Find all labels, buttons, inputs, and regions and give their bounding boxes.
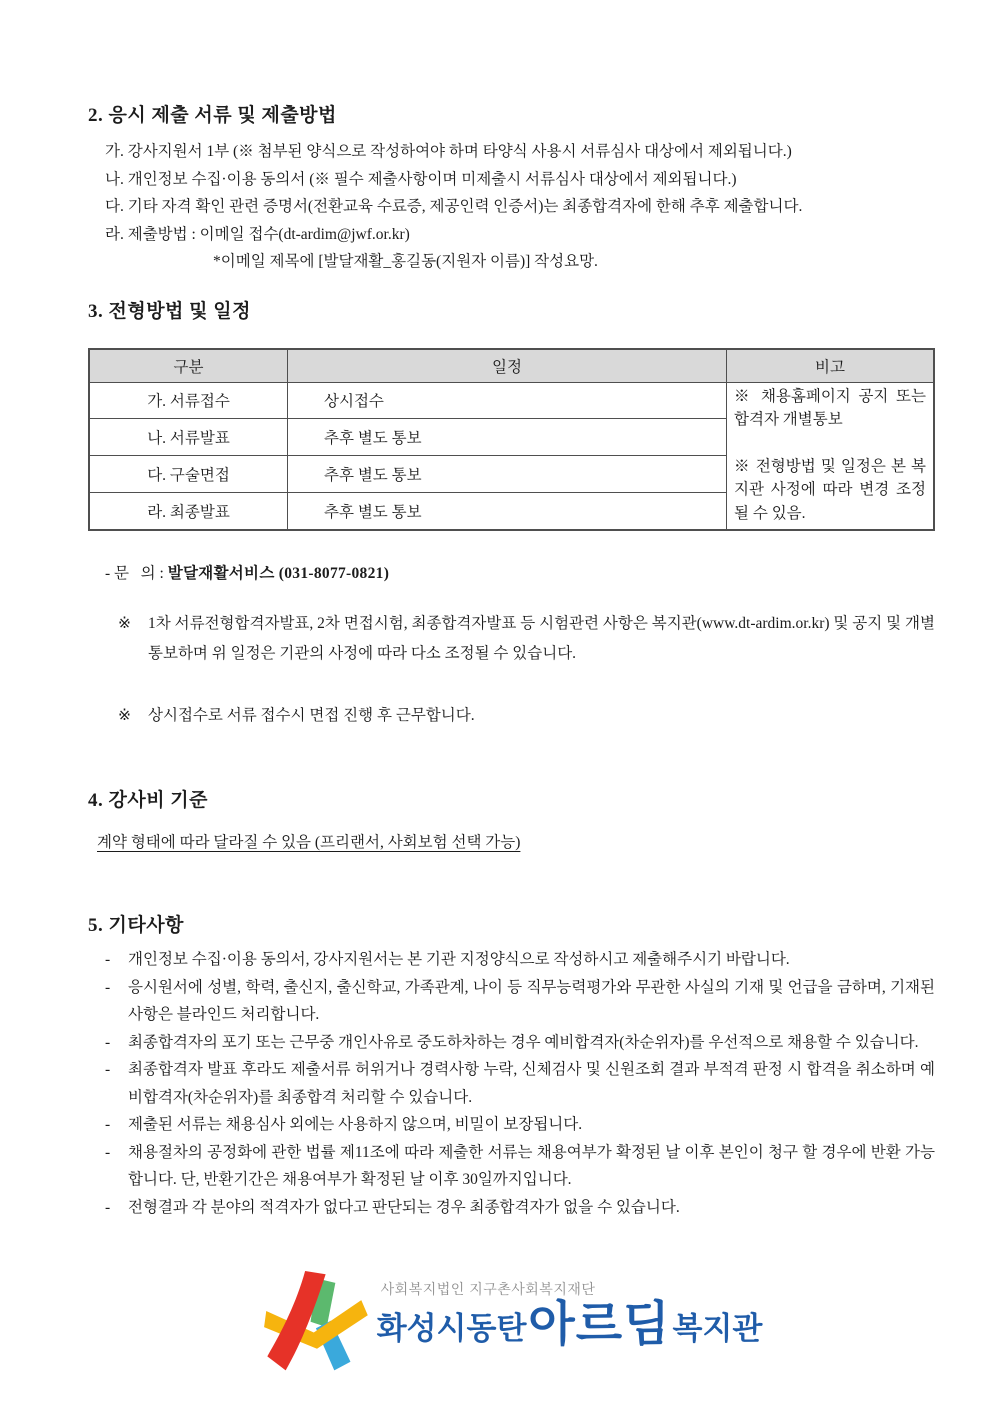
logo-brand-text: 아르딤: [528, 1298, 671, 1351]
contact-label: 문 의 :: [114, 565, 168, 582]
misc-item-text: 최종합격자의 포기 또는 근무중 개인사유로 중도하차하는 경우 예비합격자(차순위자)를 우선적으로 채용할 수 있습니다.: [128, 1033, 919, 1051]
remarks-note-1: ※ 채용홈페이지 공지 또는 합격자 개별통보: [734, 387, 926, 428]
dash-marker: -: [105, 1143, 111, 1161]
list-item: [105, 1029, 935, 1057]
row-schedule: 추후 별도 통보: [288, 456, 727, 493]
section-misc: [88, 914, 935, 1221]
section-schedule: [88, 300, 935, 732]
foundation-name: 사회복지법인 지구촌사회복지재단: [380, 1281, 596, 1297]
row-schedule: 추후 별도 통보: [288, 419, 727, 456]
rolling-submission-note: [118, 701, 935, 731]
rolling-submission-text: 상시접수로 서류 접수시 면접 진행 후 근무합니다.: [148, 707, 475, 724]
misc-item-text: 개인정보 수집·이용 동의서, 강사지원서는 본 기관 지정양식으로 작성하시고 제출해주시기 바랍니다.: [128, 951, 790, 968]
dash-marker: -: [105, 1198, 111, 1216]
section-5-title: 5. 기타사항: [88, 915, 184, 936]
exam-notice-text: 1차 서류전형합격자발표, 2차 면접시험, 최종합격자발표 등 시험관련 사항은 복지관(www.dt-ardim.or.kr) 및 공지 및 개별통보하며 위 일정은 기관의 사정에 따라 다소 조정될 수 있습니다.: [148, 615, 935, 662]
submission-list: [105, 138, 935, 276]
submission-item-da: 다. 기타 자격 확인 관련 증명서(전환교육 수료증, 제공인력 인증서)는 최종합격자에 한해 추후 제출합니다.: [105, 198, 803, 215]
row-schedule: 상시접수: [288, 382, 727, 419]
header-remarks: 비고: [727, 349, 935, 383]
ardim-logo-icon: [261, 1271, 373, 1379]
misc-item-text: 제출된 서류는 채용심사 외에는 사용하지 않으며, 비밀이 보장됩니다.: [128, 1116, 583, 1133]
misc-item-text: 최종합격자 발표 후라도 제출서류 허위거나 경력사항 누락, 신체검사 및 신원조회 결과 부적격 판정 시 합격을 취소하며 예비합격자(차순위자)를 최종합격 처리할 수 있습니다.: [128, 1061, 935, 1106]
dash-marker: -: [105, 1033, 111, 1051]
dash-marker: -: [105, 565, 111, 582]
table-header-row: [89, 349, 934, 383]
dash-marker: -: [105, 978, 111, 996]
row-category: 라. 최종발표: [89, 493, 288, 530]
logo-city-text: 화성시동탄: [376, 1311, 527, 1346]
email-subject-note: *이메일 제목에 [발달재활_홍길동(지원자 이름)] 작성요망.: [213, 253, 598, 270]
section-fee: [88, 789, 935, 852]
misc-list: [105, 946, 935, 1221]
header-schedule: 일정: [288, 349, 727, 383]
misc-item-text: 응시원서에 성별, 학력, 출신지, 출신학교, 가족관계, 나이 등 직무능력평가와 무관한 사실의 기재 및 언급을 금하며, 기재된 사항은 블라인드 처리합니다.: [128, 978, 935, 1023]
row-category: 다. 구술면접: [89, 456, 288, 493]
submission-item-ra: 라. 제출방법 : 이메일 접수(dt-ardim@jwf.or.kr): [105, 225, 410, 243]
submission-item-ga: 가. 강사지원서 1부 (※ 첨부된 양식으로 작성하여야 하며 타양식 사용시 서류심사 대상에서 제외됩니다.): [105, 143, 792, 160]
section-submission: [88, 104, 935, 276]
contact-line: [105, 561, 935, 583]
fee-basis-line: [97, 830, 935, 852]
misc-item-text: 채용절차의 공정화에 관한 법률 제11조에 따라 제출한 서류는 채용여부가 확정된 날 이후 본인이 청구 할 경우에 반환 가능합니다. 단, 반환기간은 채용여부가 확정된 날 이후 30일까지입니다.: [128, 1143, 935, 1188]
list-item: [105, 1194, 935, 1222]
table-row: [89, 382, 934, 419]
section-2-title: 2. 응시 제출 서류 및 제출방법: [88, 105, 337, 126]
list-item: [105, 974, 935, 1029]
schedule-table: [88, 348, 935, 532]
dash-marker: -: [105, 951, 111, 968]
logo-text-block: [377, 1271, 763, 1349]
remarks-note-2: ※ 전형방법 및 일정은 본 복지관 사정에 따라 변경 조정될 수 있음.: [734, 457, 926, 522]
submission-item-na: 나. 개인정보 수집·이용 동의서 (※ 필수 제출사항이며 미제출시 서류심사 대상에서 제외됩니다.): [105, 170, 737, 188]
list-item: [105, 1111, 935, 1139]
remarks-cell: [727, 382, 935, 530]
list-item: [105, 1056, 935, 1111]
dash-marker: -: [105, 1061, 111, 1078]
contact-value: 발달재활서비스 (031-8077-0821): [167, 565, 390, 582]
exam-notice-note: [118, 609, 935, 669]
list-item: [105, 946, 935, 974]
header-category: 구분: [89, 349, 288, 383]
list-item: [105, 1139, 935, 1194]
dash-marker: -: [105, 1116, 111, 1133]
logo-wordmark: [376, 1298, 763, 1351]
section-3-title: 3. 전형방법 및 일정: [88, 300, 251, 322]
reference-mark-icon: ※: [118, 615, 131, 632]
section-4-title: 4. 강사비 기준: [88, 790, 209, 811]
fee-basis-text: 계약 형태에 따라 달라질 수 있음 (프리랜서, 사회보험 선택 가능): [97, 834, 521, 851]
logo-center-text: 복지관: [672, 1311, 763, 1346]
row-category: 나. 서류발표: [89, 419, 288, 456]
row-schedule: 추후 별도 통보: [288, 493, 727, 530]
misc-item-text: 전형결과 각 분야의 적격자가 없다고 판단되는 경우 최종합격자가 없을 수 있습니다.: [128, 1198, 680, 1216]
row-category: 가. 서류접수: [89, 382, 288, 419]
organization-logo: [88, 1271, 935, 1379]
reference-mark-icon: ※: [118, 707, 131, 724]
